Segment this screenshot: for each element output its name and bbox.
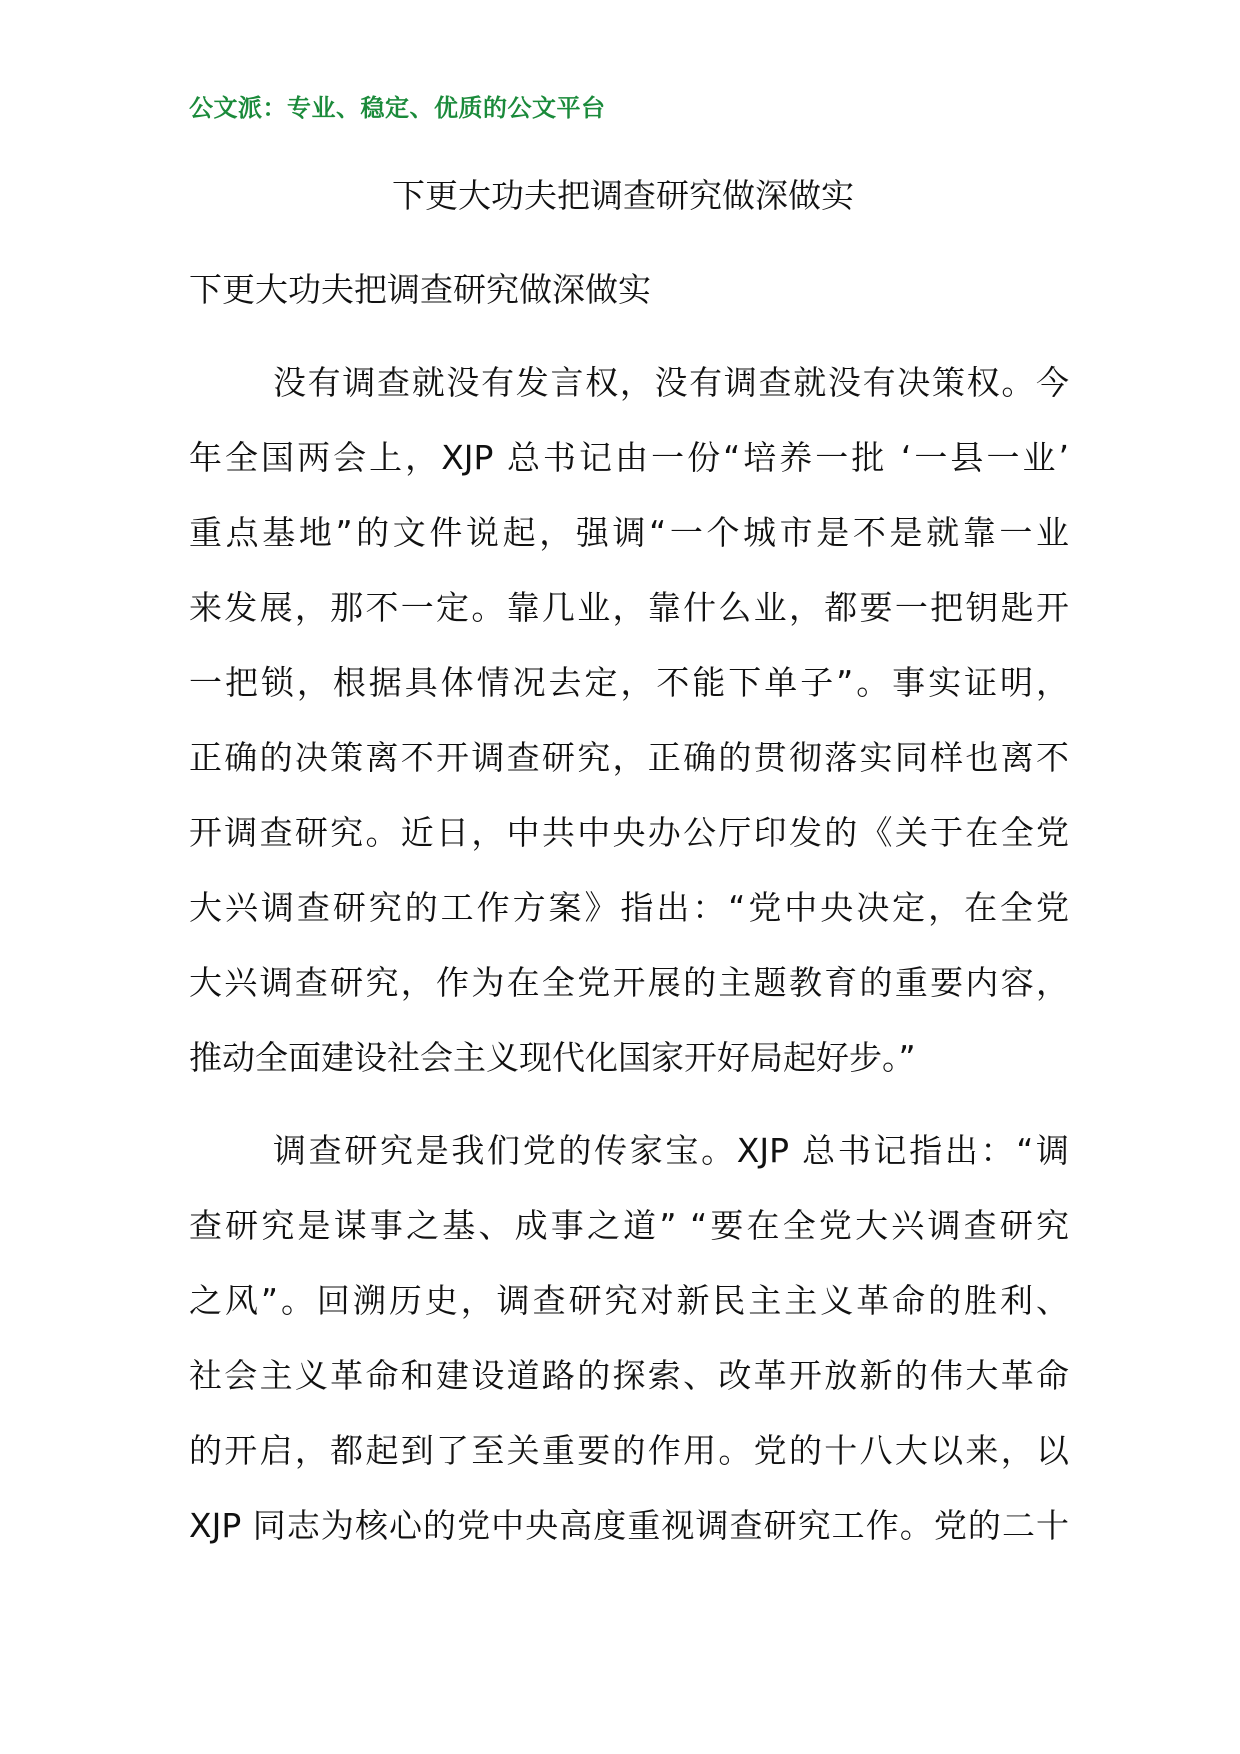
paragraph-line: 大兴调查研究，作为在全党开展的主题教育的重要内容， (189, 963, 1069, 1002)
paragraph-line: 的开启，都起到了至关重要的作用。党的十八大以来，以 (189, 1431, 1069, 1470)
paragraph-line: 没有调查就没有发言权，没有调查就没有决策权。今 (273, 363, 1069, 402)
document-title: 下更大功夫把调查研究做深做实 (392, 176, 854, 215)
paragraph-line: 开调查研究。近日，中共中央办公厅印发的《关于在全党 (189, 813, 1069, 852)
paragraph-line: 正确的决策离不开调查研究，正确的贯彻落实同样也离不 (189, 738, 1069, 777)
paragraph-2 (189, 1113, 1069, 1563)
paragraph-line: 推动全面建设社会主义现代化国家开好局起好步。” (189, 1038, 916, 1077)
paragraph-line: XJP 同志为核心的党中央高度重视调查研究工作。党的二十 (189, 1506, 1069, 1545)
paragraph-line: 重点基地”的文件说起，强调“一个城市是不是就靠一业 (189, 513, 1069, 552)
paragraph-line: 之风”。回溯历史，调查研究对新民主主义革命的胜利、 (189, 1281, 1069, 1320)
paragraph-1 (189, 345, 1069, 1095)
paragraph-line: 大兴调查研究的工作方案》指出：“党中央决定，在全党 (189, 888, 1069, 927)
paragraph-line: 一把锁，根据具体情况去定，不能下单子”。事实证明， (189, 663, 1069, 702)
document-subtitle: 下更大功夫把调查研究做深做实 (189, 270, 651, 309)
paragraph-line: 来发展，那不一定。靠几业，靠什么业，都要一把钥匙开 (189, 588, 1069, 627)
paragraph-line: 调查研究是我们党的传家宝。XJP 总书记指出：“调 (273, 1131, 1069, 1170)
paragraph-line: 查研究是谋事之基、成事之道” “要在全党大兴调查研究 (189, 1206, 1069, 1245)
paragraph-line: 社会主义革命和建设道路的探索、改革开放新的伟大革命 (189, 1356, 1069, 1395)
paragraph-line: 年全国两会上，XJP 总书记由一份“培养一批 ‘一县一业’ (189, 438, 1069, 477)
header-brand: 公文派：专业、稳定、优质的公文平台 (189, 94, 606, 122)
